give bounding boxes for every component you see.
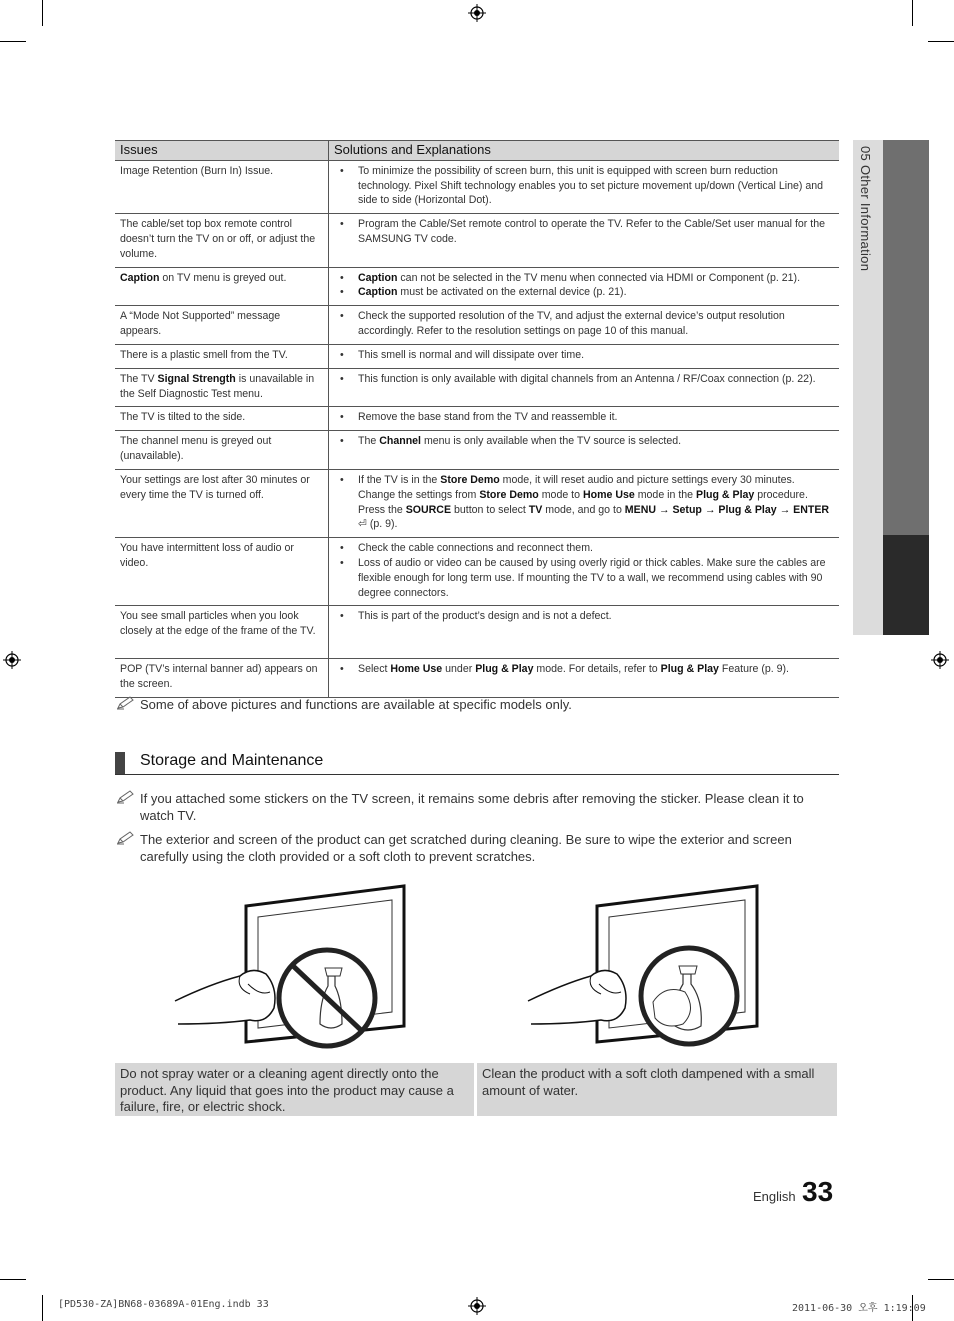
solution-keyword: Home Use (582, 488, 635, 501)
scratch-note-text: The exterior and screen of the product can get scratched during cleaning. Be sure to wipe the exterior and screen carefully using the cloth provided or a soft cloth to prevent scratches. (140, 832, 792, 864)
table-row (115, 368, 839, 407)
solution-item (337, 217, 834, 247)
table-row (115, 407, 839, 431)
solution-text: mode, and go to (542, 503, 625, 516)
solution-cell (329, 538, 840, 606)
crop-mark (42, 1295, 43, 1321)
crop-mark (42, 0, 43, 26)
solution-keyword: MENU → Setup → Plug & Play → ENTER (624, 503, 830, 516)
solution-text: must be activated on the external device (p. 21). (397, 286, 627, 299)
issue-cell (115, 407, 329, 431)
solution-item (337, 556, 834, 600)
solution-list (337, 164, 834, 208)
solution-item (337, 541, 834, 556)
no-spray-icon (279, 950, 375, 1046)
soft-cloth-illustration (525, 884, 765, 1054)
crop-mark (928, 1279, 954, 1280)
solution-keyword: TV (528, 503, 543, 516)
solution-cell (329, 267, 840, 306)
solution-text: ⏎ (p. 9). (358, 518, 398, 531)
solution-list (337, 309, 834, 339)
solution-text: mode in the (634, 488, 697, 501)
solution-list (337, 217, 834, 247)
solution-text: This function is only available with digital channels from an Antenna / RF/Coax connection (p. 22). (358, 372, 816, 385)
solution-keyword: SOURCE (405, 503, 452, 516)
solution-list (337, 271, 834, 301)
solution-list (337, 609, 834, 624)
issue-text: The TV is tilted to the side. (120, 411, 246, 424)
soft-cloth-caption: Clean the product with a soft cloth dampened with a small amount of water. (477, 1063, 837, 1116)
solution-text: under (442, 663, 476, 676)
solution-keyword: Plug & Play (696, 488, 755, 501)
solution-text: Check the cable connections and reconnect them. (358, 542, 593, 555)
issue-text: Your settings are lost after 30 minutes or every time the TV is turned off. (120, 473, 310, 501)
imprint-file: [PD530-ZA]BN68-03689A-01Eng.indb 33 (58, 1299, 269, 1310)
solution-keyword: Caption (358, 271, 398, 284)
table-row (115, 538, 839, 606)
section-heading (115, 752, 839, 775)
solution-keyword: Home Use (390, 663, 443, 676)
issue-text: You have intermittent loss of audio or video. (120, 542, 294, 569)
solution-item (337, 372, 834, 387)
solution-cell (329, 160, 840, 213)
registration-mark-icon (3, 651, 21, 669)
solution-keyword: Caption (358, 286, 398, 299)
table-body (115, 160, 839, 697)
registration-mark-icon (931, 651, 949, 669)
issue-cell (115, 659, 329, 698)
table-row (115, 267, 839, 306)
solution-text: Check the supported resolution of the TV, and adjust the external device’s output resolution accordingly. Refer to the resolution settings on page 10 of this manual. (358, 310, 785, 337)
issue-text: The TV (120, 372, 158, 385)
table-row (115, 344, 839, 368)
troubleshooting-table (115, 140, 839, 698)
solution-text: If the TV is in the (358, 473, 441, 486)
issue-keyword: Caption (120, 271, 160, 284)
solution-list (337, 473, 834, 532)
issue-cell (115, 267, 329, 306)
issue-cell (115, 431, 329, 470)
solution-cell (329, 306, 840, 345)
solution-item (337, 309, 834, 339)
issue-text: There is a plastic smell from the TV. (120, 348, 288, 361)
solution-text: mode, it will reset audio and picture settings every 30 minutes. Change the settings from (358, 473, 795, 501)
section-title: Storage and Maintenance (140, 752, 324, 769)
issue-text: The cable/set top box remote control doesn’t turn the TV on or off, or adjust the volume. (120, 218, 316, 260)
solution-item (337, 164, 834, 208)
solution-list (337, 434, 834, 449)
solution-text: procedure. Press the (358, 488, 808, 516)
solution-list (337, 410, 834, 425)
solution-text: Feature (p. 9). (718, 663, 790, 676)
solution-text: can not be selected in the TV menu when connected via HDMI or Component (p. 21). (397, 271, 801, 284)
chapter-tab-band (883, 140, 929, 535)
solution-item (337, 609, 834, 624)
solution-text: The (358, 435, 380, 448)
solution-item (337, 434, 834, 449)
table-row (115, 214, 839, 267)
solution-item (337, 410, 834, 425)
issue-cell (115, 160, 329, 213)
issues-header: Issues (115, 141, 329, 161)
issue-cell (115, 368, 329, 407)
issue-text: on TV menu is greyed out. (159, 271, 287, 284)
no-spray-illustration (170, 884, 410, 1054)
issue-cell (115, 214, 329, 267)
solution-text: mode. For details, refer to (533, 663, 661, 676)
solution-text: This smell is normal and will dissipate over time. (358, 348, 585, 361)
table-row (115, 160, 839, 213)
solution-text: Select (358, 663, 391, 676)
solution-item (337, 271, 834, 286)
table-row (115, 306, 839, 345)
pencil-note-icon (116, 790, 136, 804)
table-row (115, 469, 839, 537)
solution-item (337, 285, 834, 300)
soft-cloth-icon (641, 948, 737, 1044)
solution-cell (329, 344, 840, 368)
solution-keyword: Channel (379, 435, 421, 448)
solution-text: Remove the base stand from the TV and reassemble it. (358, 411, 618, 424)
issue-text: A “Mode Not Supported” message appears. (120, 310, 281, 337)
solution-text: This is part of the product’s design and is not a defect. (358, 610, 612, 623)
crop-mark (0, 1279, 26, 1280)
solution-list (337, 662, 834, 677)
no-spray-caption: Do not spray water or a cleaning agent directly onto the product. Any liquid that goes into the product may cause a failure, fire, or electric shock. (115, 1063, 474, 1116)
solution-cell (329, 659, 840, 698)
solution-cell (329, 214, 840, 267)
registration-mark-icon (468, 4, 486, 22)
solution-list (337, 372, 834, 387)
registration-mark-icon (468, 1297, 486, 1315)
chapter-tab-label: 05 Other Information (858, 146, 873, 272)
sticker-note (116, 790, 816, 824)
solution-list (337, 348, 834, 363)
page-number: 33 (802, 1176, 834, 1207)
issue-text: The channel menu is greyed out (unavailable). (120, 435, 272, 463)
solution-text: To minimize the possibility of screen burn, this unit is equipped with screen burn reduction technology. Pixel Shift technology enables you to set picture movement up/down (Vertical Line) and side to side (Horizontal Dot). (358, 164, 824, 207)
pencil-note-icon (116, 696, 136, 710)
solution-text: Loss of audio or video can be caused by using overly rigid or thick cables. Make sure the cables are flexible enough for long term use. If mounting the TV to a wall, we recommend using cables with 90 degree connectors. (358, 556, 826, 599)
issue-keyword: Signal Strength (157, 372, 236, 385)
issue-cell (115, 344, 329, 368)
issue-cell (115, 538, 329, 606)
issue-text: You see small particles when you look closely at the edge of the frame of the TV. (120, 610, 316, 638)
table-row (115, 431, 839, 470)
solution-cell (329, 407, 840, 431)
solution-text: Program the Cable/Set remote control to operate the TV. Refer to the Cable/Set user manual for the SAMSUNG TV code. (358, 218, 825, 245)
solution-keyword: Store Demo (479, 488, 539, 501)
solution-cell (329, 606, 840, 659)
solution-keyword: Plug & Play (475, 663, 534, 676)
solution-keyword: Store Demo (440, 473, 500, 486)
chapter-tab-active (883, 535, 929, 635)
solution-cell (329, 469, 840, 537)
solution-item (337, 473, 834, 532)
solution-text: button to select (451, 503, 529, 516)
solution-item (337, 348, 834, 363)
table-row (115, 606, 839, 659)
scratch-note (116, 831, 816, 865)
solution-list (337, 541, 834, 600)
crop-mark (928, 41, 954, 42)
solution-cell (329, 431, 840, 470)
solution-text: mode to (538, 488, 583, 501)
imprint-timestamp: 2011-06-30 오후 1:19:09 (792, 1303, 926, 1314)
sticker-note-text: If you attached some stickers on the TV screen, it remains some debris after removing the sticker. Please clean it to watch TV. (140, 791, 804, 823)
solution-cell (329, 368, 840, 407)
table-row (115, 659, 839, 698)
solution-keyword: Plug & Play (660, 663, 719, 676)
section-marker (115, 752, 125, 774)
issue-text: is unavailable in the Self Diagnostic Test menu. (120, 372, 315, 400)
models-note-text: Some of above pictures and functions are available at specific models only. (140, 697, 572, 712)
footer-language: English (753, 1189, 796, 1204)
issue-text: Image Retention (Burn In) Issue. (120, 164, 274, 177)
crop-mark (912, 0, 913, 26)
issue-text: POP (TV’s internal banner ad) appears on the screen. (120, 663, 318, 691)
solution-text: menu is only available when the TV source is selected. (421, 435, 682, 448)
issue-cell (115, 306, 329, 345)
models-note (116, 696, 836, 713)
issue-cell (115, 469, 329, 537)
solution-item (337, 662, 834, 677)
solutions-header: Solutions and Explanations (329, 141, 840, 161)
pencil-note-icon (116, 831, 136, 845)
issue-cell (115, 606, 329, 659)
crop-mark (0, 41, 26, 42)
